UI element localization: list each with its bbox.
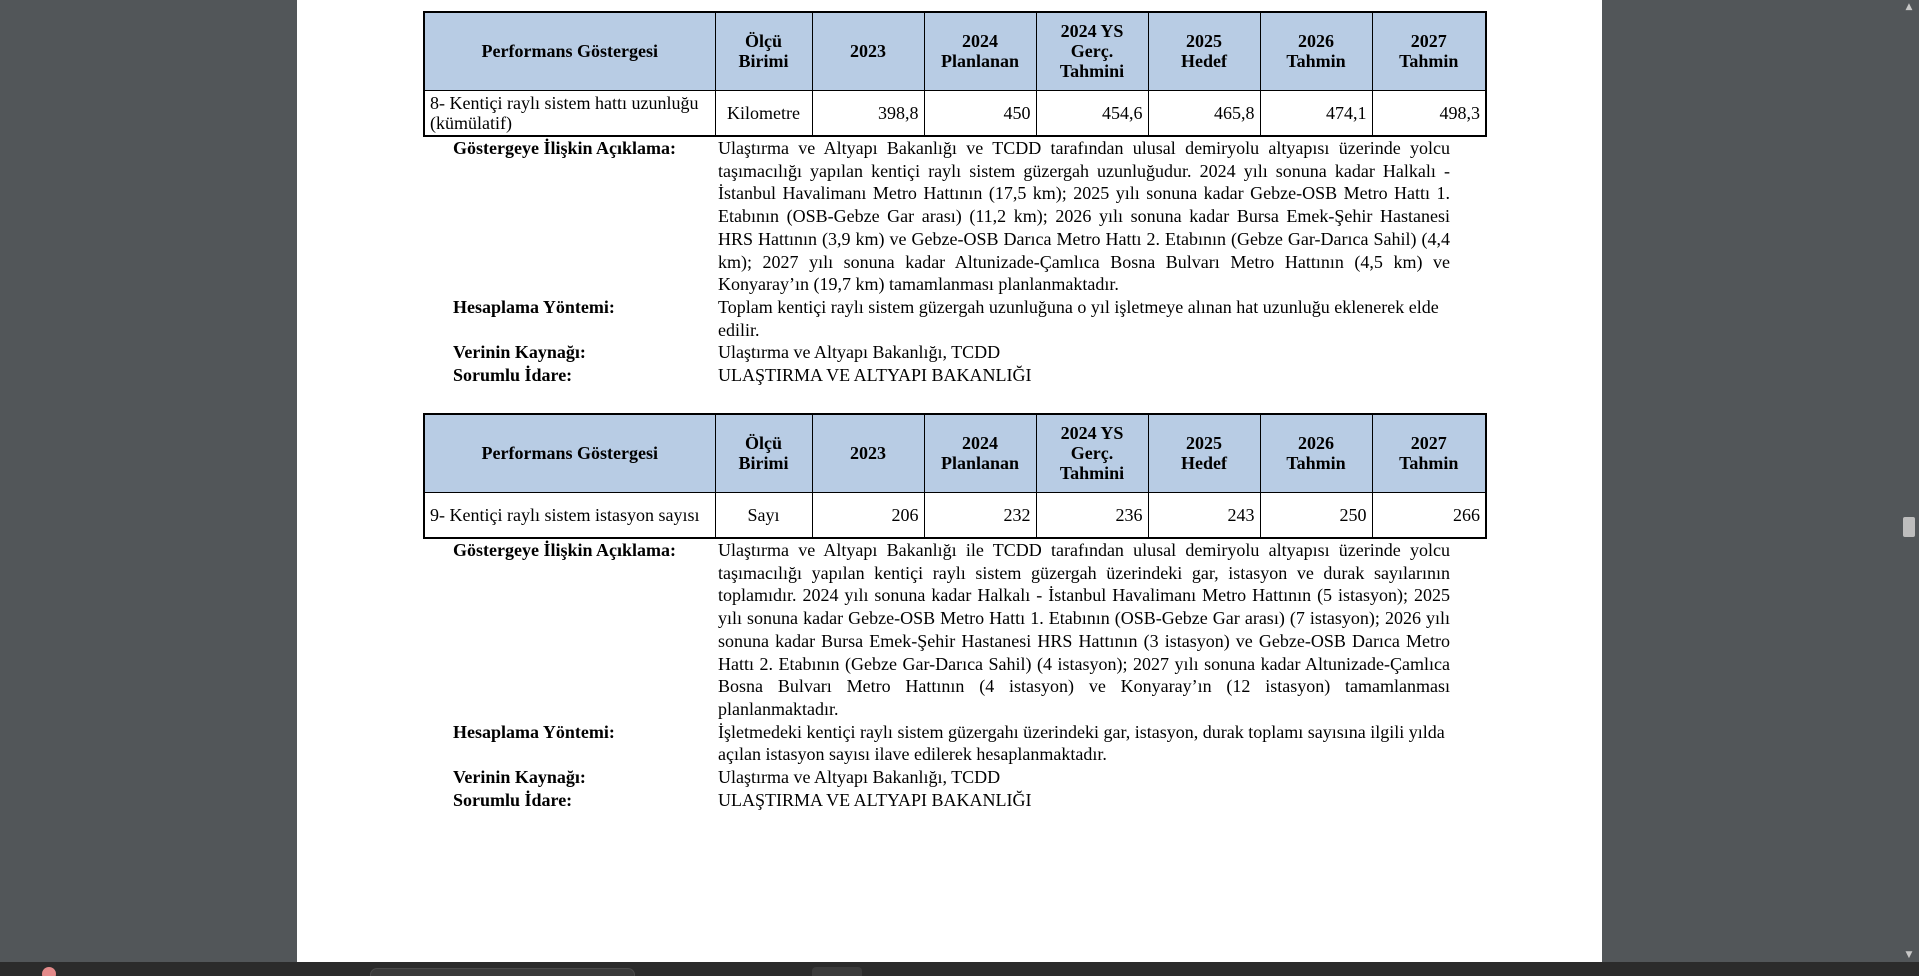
value-2026-estimate: 474,1 — [1260, 90, 1372, 136]
table-row — [424, 90, 1486, 136]
description-label: Göstergeye İlişkin Açıklama: — [453, 138, 676, 158]
indicator-9-details — [453, 539, 1453, 811]
header-2023: 2023 — [812, 12, 924, 90]
responsible-label: Sorumlu İdare: — [453, 789, 573, 810]
description-text: Ulaştırma ve Altyapı Bakanlığı ile TCDD tarafından ulusal demiryolu altyapısı üzerinde yolcu taşımacılığı yapılan kentiçi raylı sistem güzergah üzerindeki gar, istasyon ve durak sayılarının toplamıdır. 2024 yılı sonuna kadar Halkalı - İstanbul Havalimanı Metro Hattının (5 istasyon); 2025 yılı sonuna kadar Gebze-OSB Metro Hattı 1. Etabının (OSB-Gebze Gar arası) (7 istasyon); 2026 yılı sonuna kadar Bursa Emek-Şehir Hastanesi HRS Hattının (3 istasyon) ve Gebze-OSB Darıca Metro Hattı 2. Etabının (Gebze Gar-Darıca Sahil) (4 istasyon); 2027 yılı sonuna kadar Altunizade-Çamlıca Bosna Bulvarı Metro Hattının (4 istasyon) ve Konyaray’ın (12 istasyon) tamamlanması planlanmaktadır. — [718, 540, 1450, 719]
source-label: Verinin Kaynağı: — [453, 767, 586, 788]
indicator-name: 8- Kentiçi raylı sistem hattı uzunluğu (kümülatif) — [424, 90, 715, 136]
app-icon[interactable] — [42, 967, 56, 976]
header-indicator: Performans Göstergesi — [424, 12, 715, 90]
source-label: Verinin Kaynağı: — [453, 342, 586, 363]
value-2027-estimate: 266 — [1372, 492, 1486, 538]
header-2025-target: 2025 Hedef — [1148, 414, 1260, 492]
header-unit: Ölçü Birimi — [715, 12, 812, 90]
value-2027-estimate: 498,3 — [1372, 90, 1486, 136]
source-text: Ulaştırma ve Altyapı Bakanlığı, TCDD — [718, 342, 1001, 363]
value-2024-planned: 232 — [924, 492, 1036, 538]
scroll-down-arrow-icon[interactable]: ▼ — [1905, 950, 1913, 960]
value-2023: 398,8 — [812, 90, 924, 136]
method-label: Hesaplama Yöntemi: — [453, 721, 615, 742]
value-2023: 206 — [812, 492, 924, 538]
responsible-label: Sorumlu İdare: — [453, 365, 573, 386]
header-2023: 2023 — [812, 414, 924, 492]
header-2026-estimate: 2026 Tahmin — [1260, 12, 1372, 90]
method-text: İşletmedeki kentiçi raylı sistem güzergahı üzerindeki gar, istasyon, durak toplamı sayısına ilgili yılda açılan istasyon sayısı ilave edilerek hesaplanmaktadır. — [718, 721, 1445, 765]
taskbar-app-button[interactable] — [812, 967, 862, 976]
description-text: Ulaştırma ve Altyapı Bakanlığı ve TCDD tarafından ulusal demiryolu altyapısı üzerinde yolcu taşımacılığı yapılan kentiçi raylı sistem güzergah uzunluğudur. 2024 yılı sonuna kadar Halkalı - İstanbul Havalimanı Metro Hattının (17,5 km); 2025 yılı sonuna kadar Gebze-OSB Metro Hattı 1. Etabının (OSB-Gebze Gar arası) (11,2 km); 2026 yılı sonuna kadar Bursa Emek-Şehir Hastanesi HRS Hattının (3,9 km) ve Gebze-OSB Darıca Metro Hattı 2. Etabının (Gebze Gar-Darıca Sahil) (4,4 km); 2027 yılı sonuna kadar Altunizade-Çamlıca Bosna Bulvarı Metro Hattının (4,5 km) ve Konyaray’ın (19,7 km) tamamlanması planlanmaktadır. — [718, 138, 1450, 295]
header-2024-ys-estimate: 2024 YS Gerç. Tahmini — [1036, 414, 1148, 492]
vertical-scrollbar[interactable] — [1899, 0, 1919, 962]
taskbar-search-box[interactable] — [370, 968, 635, 976]
description-label: Göstergeye İlişkin Açıklama: — [453, 540, 676, 560]
performance-table-9 — [423, 413, 1487, 539]
taskbar — [0, 962, 1919, 976]
value-2026-estimate: 250 — [1260, 492, 1372, 538]
header-2024-ys-estimate: 2024 YS Gerç. Tahmini — [1036, 12, 1148, 90]
indicator-unit: Kilometre — [715, 90, 812, 136]
header-unit: Ölçü Birimi — [715, 414, 812, 492]
scrollbar-thumb[interactable] — [1903, 517, 1915, 537]
indicator-name: 9- Kentiçi raylı sistem istasyon sayısı — [424, 492, 715, 538]
table-row — [424, 492, 1486, 538]
performance-table-8 — [423, 11, 1487, 137]
header-2027-estimate: 2027 Tahmin — [1372, 414, 1486, 492]
header-2024-planned: 2024 Planlanan — [924, 414, 1036, 492]
value-2025-target: 243 — [1148, 492, 1260, 538]
value-2024-ys-estimate: 236 — [1036, 492, 1148, 538]
responsible-text: ULAŞTIRMA VE ALTYAPI BAKANLIĞI — [718, 365, 1032, 386]
header-2027-estimate: 2027 Tahmin — [1372, 12, 1486, 90]
value-2024-ys-estimate: 454,6 — [1036, 90, 1148, 136]
header-2026-estimate: 2026 Tahmin — [1260, 414, 1372, 492]
header-2024-planned: 2024 Planlanan — [924, 12, 1036, 90]
value-2025-target: 465,8 — [1148, 90, 1260, 136]
indicator-unit: Sayı — [715, 492, 812, 538]
table-header-row — [424, 414, 1486, 492]
indicator-8-details — [453, 137, 1453, 387]
method-text: Toplam kentiçi raylı sistem güzergah uzunluğuna o yıl işletmeye alınan hat uzunluğu eklenerek elde edilir. — [718, 296, 1439, 340]
scroll-up-arrow-icon[interactable]: ▲ — [1905, 2, 1913, 12]
method-label: Hesaplama Yöntemi: — [453, 296, 615, 317]
responsible-text: ULAŞTIRMA VE ALTYAPI BAKANLIĞI — [718, 789, 1032, 810]
source-text: Ulaştırma ve Altyapı Bakanlığı, TCDD — [718, 767, 1001, 788]
header-2025-target: 2025 Hedef — [1148, 12, 1260, 90]
header-indicator: Performans Göstergesi — [424, 414, 715, 492]
value-2024-planned: 450 — [924, 90, 1036, 136]
table-header-row — [424, 12, 1486, 90]
